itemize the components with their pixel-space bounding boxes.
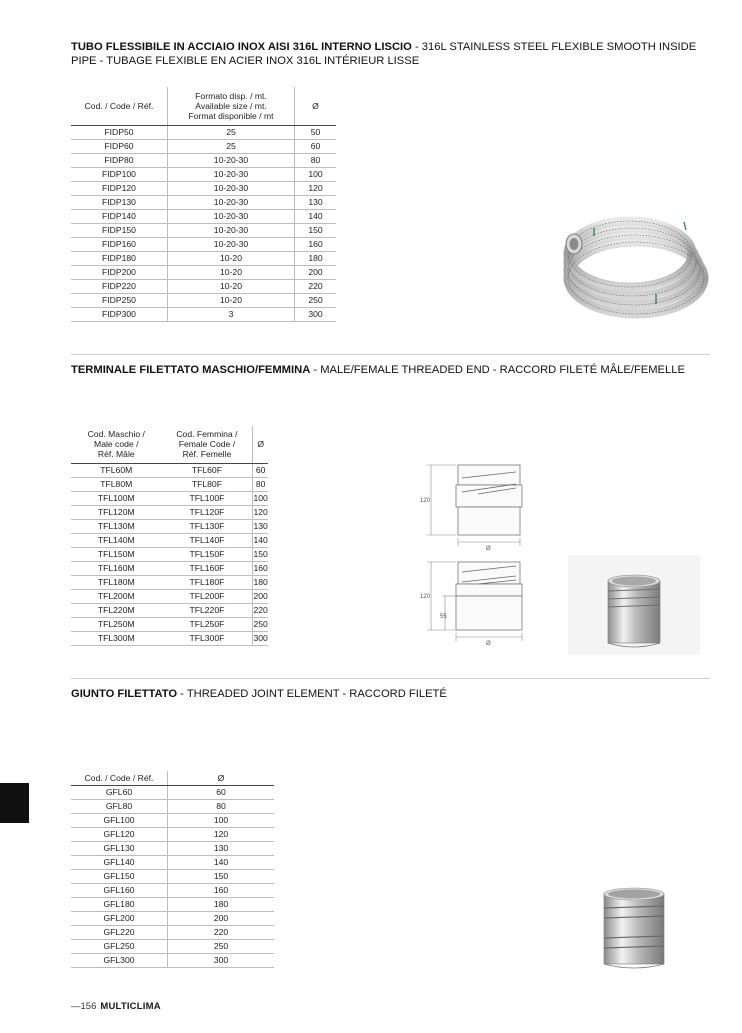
tfl-cell: 150 (253, 547, 268, 561)
fidp-row (71, 209, 336, 223)
tfl-cell: TFL250F (162, 617, 253, 631)
gfl-cell: GFL80 (71, 799, 168, 813)
gfl-row (71, 925, 274, 939)
fidp-row (71, 251, 336, 265)
fidp-cell: 25 (168, 125, 295, 139)
t2-header-male-en: Male code / (94, 439, 139, 450)
tfl-cell: TFL300F (162, 631, 253, 645)
tfl-cell: TFL180F (162, 575, 253, 589)
page-number: 156 (80, 1001, 97, 1012)
section3-table (71, 771, 274, 968)
tfl-row (71, 477, 268, 491)
section3-title (71, 687, 711, 701)
fidp-cell: 10-20 (168, 251, 295, 265)
fidp-cell: 130 (295, 195, 337, 209)
tfl-cell: TFL140F (162, 533, 253, 547)
gfl-cell: 250 (168, 939, 275, 953)
tfl-row (71, 519, 268, 533)
threaded-end-photo (568, 555, 700, 655)
fidp-cell: FIDP180 (71, 251, 168, 265)
gfl-cell: GFL220 (71, 925, 168, 939)
fidp-row (71, 139, 336, 153)
gfl-cell: GFL120 (71, 827, 168, 841)
fidp-cell: 10-20-30 (168, 153, 295, 167)
tfl-row (71, 589, 268, 603)
tfl-cell: TFL140M (71, 533, 162, 547)
tfl-cell: TFL120M (71, 505, 162, 519)
tfl-cell: 100 (253, 491, 268, 505)
fidp-cell: 200 (295, 265, 337, 279)
tfl-cell: TFL80M (71, 477, 162, 491)
t1-header-format-fr: Format disponible / mt (188, 110, 274, 121)
gfl-cell: GFL100 (71, 813, 168, 827)
fidp-cell: 140 (295, 209, 337, 223)
tfl-cell: 140 (253, 533, 268, 547)
fidp-row (71, 153, 336, 167)
fidp-cell: 100 (295, 167, 337, 181)
gfl-cell: 160 (168, 883, 275, 897)
gfl-cell: GFL130 (71, 841, 168, 855)
dim-height-lower: 120 (420, 594, 431, 600)
section1-title-rest: - 316L STAINLESS STEEL FLEXIBLE SMOOTH INSIDE PIPE - TUBAGE FLEXIBLE EN ACIER INOX 316L INTÉRIEUR LISSE (71, 41, 697, 67)
gfl-cell: GFL300 (71, 953, 168, 967)
fidp-cell: 10-20-30 (168, 223, 295, 237)
fidp-cell: 60 (295, 139, 337, 153)
section2-table-body (71, 463, 268, 645)
gfl-cell: 140 (168, 855, 275, 869)
page-footer (71, 1001, 161, 1012)
gfl-row (71, 827, 274, 841)
gfl-row (71, 841, 274, 855)
gfl-cell: GFL180 (71, 897, 168, 911)
fidp-cell: FIDP100 (71, 167, 168, 181)
fidp-row (71, 181, 336, 195)
dim-diameter-lower: Ø (486, 641, 491, 647)
threaded-joint-photo (598, 886, 670, 970)
t2-header-female-fr: Réf. Femelle (182, 449, 232, 460)
tfl-cell: TFL160M (71, 561, 162, 575)
tfl-cell: 300 (253, 631, 268, 645)
gfl-cell: 100 (168, 813, 275, 827)
tfl-cell: 250 (253, 617, 268, 631)
tfl-cell: TFL300M (71, 631, 162, 645)
tfl-row (71, 617, 268, 631)
tfl-cell: TFL100M (71, 491, 162, 505)
tfl-cell: TFL130M (71, 519, 162, 533)
gfl-row (71, 813, 274, 827)
t1-header-format (168, 87, 295, 125)
gfl-cell: 80 (168, 799, 275, 813)
tfl-row (71, 547, 268, 561)
tfl-cell: TFL60F (162, 463, 253, 477)
threaded-end-technical-drawing (418, 460, 530, 660)
t1-header-code: Cod. / Code / Réf. (71, 87, 168, 125)
t2-header-male (71, 426, 162, 463)
fidp-cell: 160 (295, 237, 337, 251)
t2-header-male-fr: Réf. Mâle (97, 449, 135, 460)
section-divider (71, 678, 710, 679)
gfl-cell: GFL200 (71, 911, 168, 925)
fidp-cell: 220 (295, 279, 337, 293)
tfl-cell: 60 (253, 463, 268, 477)
fidp-cell: FIDP160 (71, 237, 168, 251)
fidp-cell: FIDP130 (71, 195, 168, 209)
section2-title-rest: - MALE/FEMALE THREADED END - RACCORD FILETÉ MÂLE/FEMELLE (310, 364, 685, 376)
fidp-cell: 10-20-30 (168, 195, 295, 209)
tfl-row (71, 533, 268, 547)
tfl-cell: TFL150M (71, 547, 162, 561)
tfl-cell: 220 (253, 603, 268, 617)
fidp-row (71, 307, 336, 321)
fidp-cell: 300 (295, 307, 337, 321)
tfl-cell: TFL200F (162, 589, 253, 603)
gfl-row (71, 883, 274, 897)
brand-name: MULTICLIMA (100, 1001, 161, 1012)
tfl-row (71, 463, 268, 477)
fidp-row (71, 265, 336, 279)
dim-diameter-upper: Ø (486, 546, 491, 552)
fidp-row (71, 195, 336, 209)
tfl-cell: TFL100F (162, 491, 253, 505)
t2-header-male-it: Cod. Maschio / (87, 429, 145, 440)
t1-header-format-en: Available size / mt. (195, 100, 267, 111)
gfl-cell: GFL250 (71, 939, 168, 953)
tfl-cell: TFL250M (71, 617, 162, 631)
section1-title-bold: TUBO FLESSIBILE IN ACCIAIO INOX AISI 316L INTERNO LISCIO (71, 41, 412, 53)
section1-title (71, 40, 711, 68)
tfl-cell: 120 (253, 505, 268, 519)
gfl-cell: 120 (168, 827, 275, 841)
t2-header-female-it: Cod. Femmina / (176, 429, 238, 440)
t1-header-format-it: Formato disp. / mt. (195, 90, 267, 101)
section2-title-bold: TERMINALE FILETTATO MASCHIO/FEMMINA (71, 364, 311, 376)
tfl-cell: TFL200M (71, 589, 162, 603)
gfl-cell: 220 (168, 925, 275, 939)
tfl-cell: 130 (253, 519, 268, 533)
gfl-row (71, 953, 274, 967)
fidp-cell: 10-20-30 (168, 167, 295, 181)
fidp-cell: FIDP150 (71, 223, 168, 237)
tfl-cell: TFL160F (162, 561, 253, 575)
fidp-cell: 80 (295, 153, 337, 167)
t2-header-female-en: Female Code / (178, 439, 236, 450)
fidp-row (71, 167, 336, 181)
section2-table (71, 426, 268, 646)
tfl-row (71, 505, 268, 519)
fidp-cell: 10-20 (168, 293, 295, 307)
gfl-cell: GFL60 (71, 785, 168, 799)
fidp-cell: FIDP80 (71, 153, 168, 167)
fidp-row (71, 237, 336, 251)
gfl-row (71, 799, 274, 813)
fidp-cell: 10-20 (168, 265, 295, 279)
tfl-cell: TFL220M (71, 603, 162, 617)
chapter-side-tab (0, 783, 29, 823)
section3-title-bold: GIUNTO FILETTATO (71, 688, 178, 700)
t1-header-dia: Ø (295, 87, 337, 125)
tfl-row (71, 603, 268, 617)
fidp-cell: FIDP50 (71, 125, 168, 139)
gfl-row (71, 869, 274, 883)
fidp-cell: 10-20-30 (168, 209, 295, 223)
gfl-cell: GFL160 (71, 883, 168, 897)
gfl-cell: GFL150 (71, 869, 168, 883)
fidp-cell: 250 (295, 293, 337, 307)
gfl-cell: 60 (168, 785, 275, 799)
gfl-cell: 150 (168, 869, 275, 883)
tfl-row (71, 631, 268, 645)
section2-title (71, 363, 711, 377)
tfl-cell: TFL80F (162, 477, 253, 491)
tfl-cell: 180 (253, 575, 268, 589)
t2-header-dia: Ø (253, 426, 268, 463)
fidp-cell: FIDP60 (71, 139, 168, 153)
tfl-cell: TFL180M (71, 575, 162, 589)
tfl-cell: 80 (253, 477, 268, 491)
t3-header-dia: Ø (168, 771, 275, 785)
fidp-cell: 120 (295, 181, 337, 195)
tfl-cell: TFL150F (162, 547, 253, 561)
gfl-cell: 130 (168, 841, 275, 855)
fidp-row (71, 223, 336, 237)
t3-header-code: Cod. / Code / Réf. (71, 771, 168, 785)
fidp-cell: FIDP120 (71, 181, 168, 195)
fidp-cell: 150 (295, 223, 337, 237)
section3-title-rest: - THREADED JOINT ELEMENT - RACCORD FILETÉ (177, 688, 447, 700)
t2-header-female (162, 426, 253, 463)
gfl-cell: GFL140 (71, 855, 168, 869)
gfl-row (71, 897, 274, 911)
fidp-cell: 180 (295, 251, 337, 265)
gfl-row (71, 911, 274, 925)
tfl-row (71, 575, 268, 589)
tfl-cell: 200 (253, 589, 268, 603)
tfl-cell: 160 (253, 561, 268, 575)
fidp-cell: FIDP140 (71, 209, 168, 223)
gfl-cell: 200 (168, 911, 275, 925)
fidp-row (71, 293, 336, 307)
fidp-cell: 25 (168, 139, 295, 153)
tfl-cell: TFL120F (162, 505, 253, 519)
gfl-row (71, 785, 274, 799)
gfl-cell: 180 (168, 897, 275, 911)
dim-socket-depth: 55 (440, 614, 447, 620)
fidp-cell: 3 (168, 307, 295, 321)
fidp-cell: 10-20-30 (168, 181, 295, 195)
flexible-pipe-coil-image (554, 198, 712, 328)
tfl-cell: TFL130F (162, 519, 253, 533)
fidp-cell: FIDP200 (71, 265, 168, 279)
section1-table (71, 87, 336, 322)
fidp-cell: FIDP220 (71, 279, 168, 293)
gfl-row (71, 855, 274, 869)
dim-height-upper: 120 (420, 498, 431, 504)
tfl-row (71, 561, 268, 575)
section1-table-body (71, 125, 336, 321)
fidp-cell: 10-20-30 (168, 237, 295, 251)
fidp-cell: 10-20 (168, 279, 295, 293)
fidp-row (71, 279, 336, 293)
section3-table-body (71, 785, 274, 967)
page-number-dash: — (71, 1001, 81, 1012)
tfl-cell: TFL60M (71, 463, 162, 477)
tfl-row (71, 491, 268, 505)
fidp-row (71, 125, 336, 139)
gfl-row (71, 939, 274, 953)
fidp-cell: FIDP250 (71, 293, 168, 307)
fidp-cell: 50 (295, 125, 337, 139)
section-divider (71, 354, 710, 355)
fidp-cell: FIDP300 (71, 307, 168, 321)
gfl-cell: 300 (168, 953, 275, 967)
tfl-cell: TFL220F (162, 603, 253, 617)
